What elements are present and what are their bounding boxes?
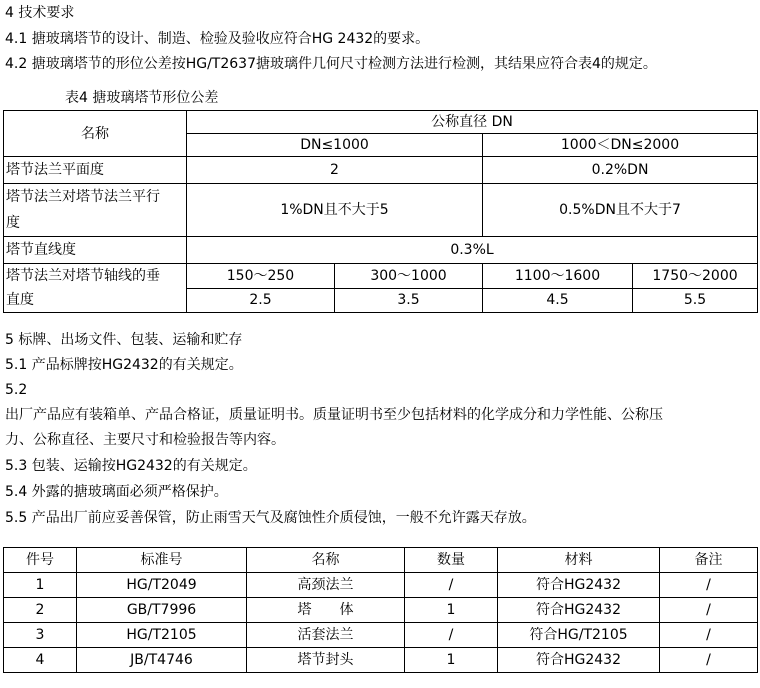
table4-caption: 表4 搪玻璃塔节形位公差 xyxy=(65,90,219,106)
table-row xyxy=(4,648,758,673)
dn-range-2: 1000＜DN≤2000 xyxy=(483,134,758,157)
flatness-label: 塔节法兰平面度 xyxy=(4,157,187,184)
section5-heading: 5 标牌、出场文件、包装、运输和贮存 xyxy=(5,332,243,348)
dn-header: 公称直径 DN xyxy=(187,111,758,134)
perpendicular-label-line2: 直度 xyxy=(4,288,187,313)
clause-5-2-number: 5.2 xyxy=(5,382,28,398)
cell-material: 符合HG2432 xyxy=(498,573,660,598)
perp-range-3: 1100～1600 xyxy=(483,264,633,289)
cell-remarks: / xyxy=(660,598,758,623)
cell-standard: HG/T2105 xyxy=(77,623,247,648)
header-item-no: 件号 xyxy=(4,548,77,573)
cell-standard: JB/T4746 xyxy=(77,648,247,673)
cell-standard: GB/T7996 xyxy=(77,598,247,623)
cell-item-no: 2 xyxy=(4,598,77,623)
cell-quantity: 1 xyxy=(405,648,498,673)
cell-standard: HG/T2049 xyxy=(77,573,247,598)
tolerance-table xyxy=(3,110,758,313)
cell-remarks: / xyxy=(660,573,758,598)
perp-range-2: 300～1000 xyxy=(335,264,483,289)
cell-quantity: / xyxy=(405,573,498,598)
parallel-label-line1: 塔节法兰对塔节法兰平行 xyxy=(6,189,160,205)
cell-material: 符合HG/T2105 xyxy=(498,623,660,648)
flatness-value-1: 2 xyxy=(187,157,483,184)
parallel-label xyxy=(4,184,187,237)
perpendicular-label-line1: 塔节法兰对塔节轴线的垂 xyxy=(4,264,187,289)
clause-5-2-line2: 力、公称直径、主要尺寸和检验报告等内容。 xyxy=(5,432,285,448)
cell-material: 符合HG2432 xyxy=(498,648,660,673)
cell-item-no: 3 xyxy=(4,623,77,648)
header-name: 名称 xyxy=(247,548,405,573)
perp-range-1: 150～250 xyxy=(187,264,335,289)
clause-5-2-line1: 出厂产品应有装箱单、产品合格证，质量证明书。质量证明书至少包括材料的化学成分和力学性能、公称压 xyxy=(5,407,663,423)
perp-range-4: 1750～2000 xyxy=(633,264,758,289)
cell-quantity: / xyxy=(405,623,498,648)
parts-header-row xyxy=(4,548,758,573)
clause-4-2: 4.2 搪玻璃塔节的形位公差按HG/T2637搪玻璃件几何尺寸检测方法进行检测，其结果应符合表4的规定。 xyxy=(5,56,657,72)
clause-5-1: 5.1 产品标牌按HG2432的有关规定。 xyxy=(5,357,243,373)
dn-range-1: DN≤1000 xyxy=(187,134,483,157)
parallel-value-2: 0.5%DN且不大于7 xyxy=(483,184,758,237)
header-remarks: 备注 xyxy=(660,548,758,573)
clause-5-4: 5.4 外露的搪玻璃面必须严格保护。 xyxy=(5,484,228,500)
cell-name: 高颈法兰 xyxy=(247,573,405,598)
cell-remarks: / xyxy=(660,648,758,673)
cell-item-no: 4 xyxy=(4,648,77,673)
cell-quantity: 1 xyxy=(405,598,498,623)
cell-item-no: 1 xyxy=(4,573,77,598)
perp-value-1: 2.5 xyxy=(187,288,335,313)
flatness-value-2: 0.2%DN xyxy=(483,157,758,184)
clause-5-5: 5.5 产品出厂前应妥善保管，防止雨雪天气及腐蚀性介质侵蚀，一般不允许露天存放。 xyxy=(5,510,536,526)
header-standard: 标准号 xyxy=(77,548,247,573)
name-header: 名称 xyxy=(4,111,187,157)
table-row xyxy=(4,573,758,598)
parts-table xyxy=(3,547,758,673)
cell-name: 塔节封头 xyxy=(247,648,405,673)
table-row xyxy=(4,623,758,648)
perp-value-4: 5.5 xyxy=(633,288,758,313)
cell-name: 活套法兰 xyxy=(247,623,405,648)
section4-heading: 4 技术要求 xyxy=(5,5,75,21)
perp-value-2: 3.5 xyxy=(335,288,483,313)
clause-5-3: 5.3 包装、运输按HG2432的有关规定。 xyxy=(5,458,257,474)
parallel-label-line2: 度 xyxy=(6,215,20,231)
cell-material: 符合HG2432 xyxy=(498,598,660,623)
cell-name: 塔 体 xyxy=(247,598,405,623)
header-quantity: 数量 xyxy=(405,548,498,573)
straightness-value: 0.3%L xyxy=(187,237,758,264)
perp-value-3: 4.5 xyxy=(483,288,633,313)
straightness-label: 塔节直线度 xyxy=(4,237,187,264)
parallel-value-1: 1%DN且不大于5 xyxy=(187,184,483,237)
cell-remarks: / xyxy=(660,623,758,648)
table-row xyxy=(4,598,758,623)
clause-4-1: 4.1 搪玻璃塔节的设计、制造、检验及验收应符合HG 2432的要求。 xyxy=(5,31,430,47)
header-material: 材料 xyxy=(498,548,660,573)
